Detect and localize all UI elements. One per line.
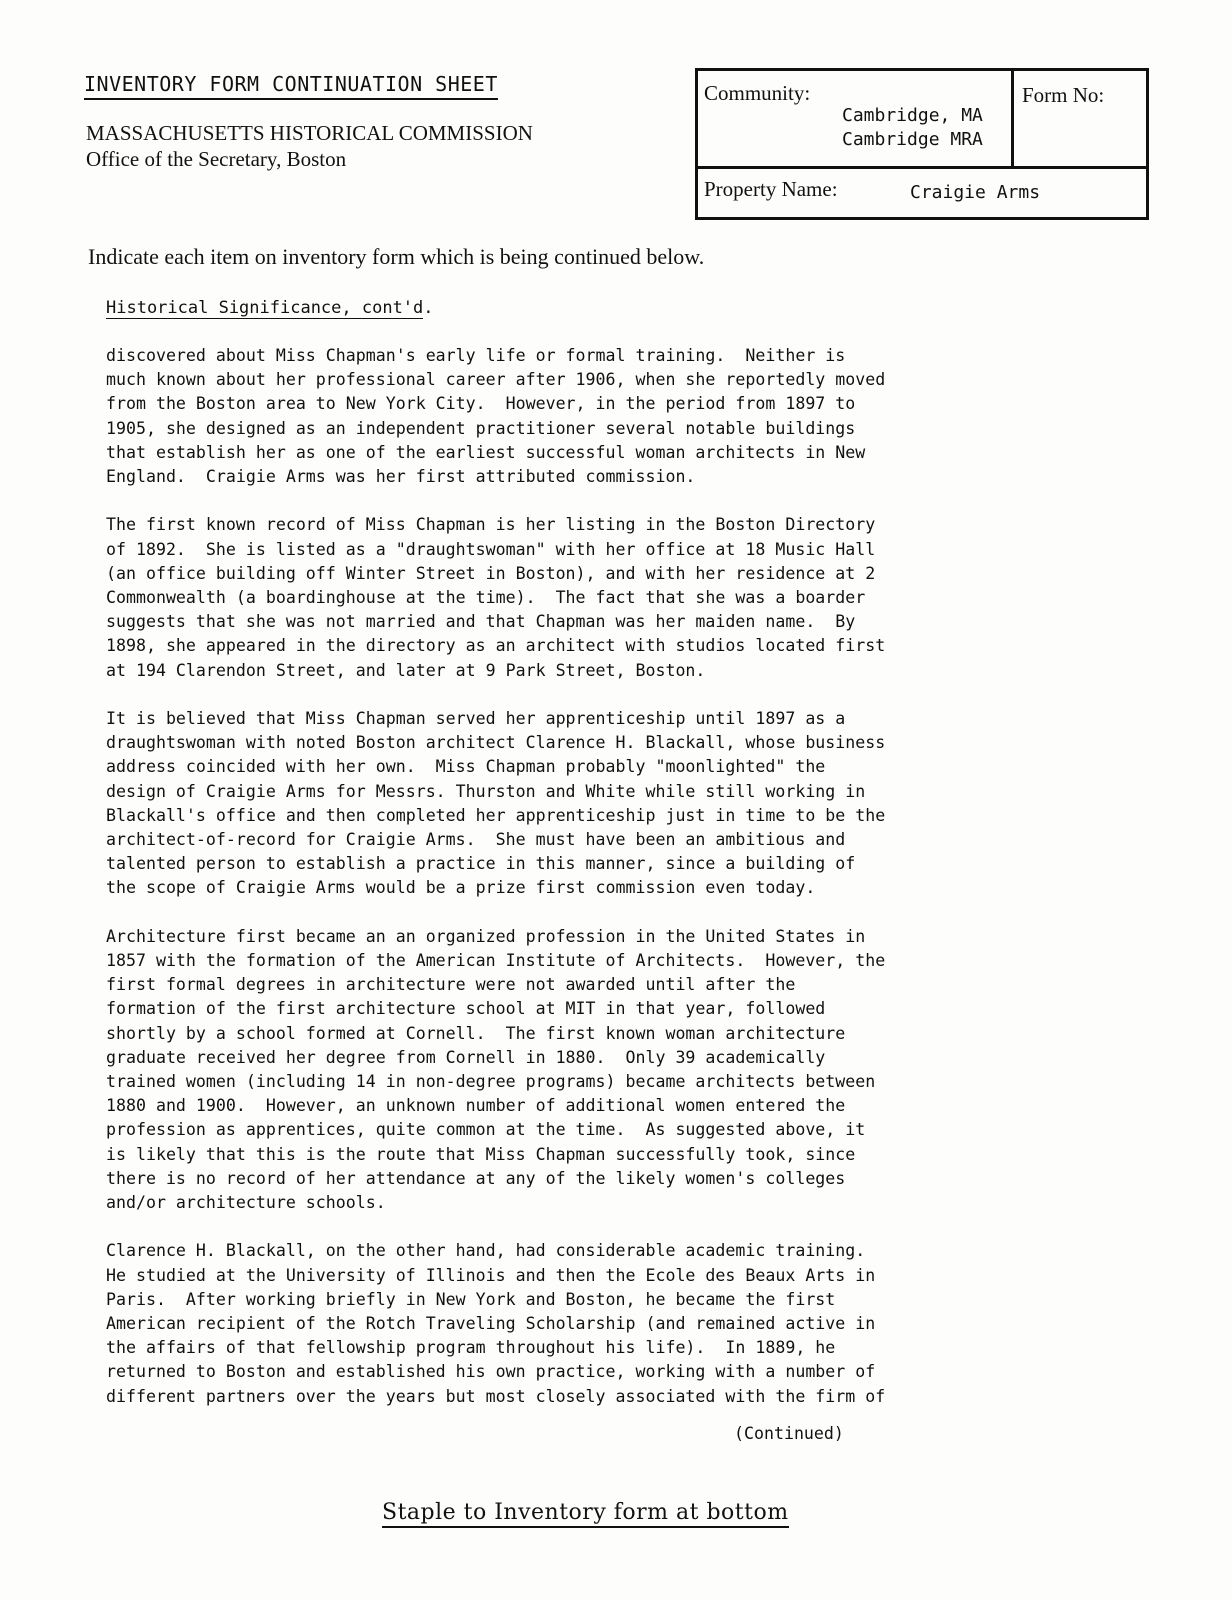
property-name-value: Craigie Arms bbox=[910, 182, 1041, 203]
section-heading-period: . bbox=[423, 298, 434, 318]
text-line: It is believed that Miss Chapman served her apprenticeship until 1897 as a bbox=[106, 709, 846, 729]
text-line: design of Craigie Arms for Messrs. Thurston and White while still working in bbox=[106, 781, 866, 801]
text-line: first formal degrees in architecture were not awarded until after the bbox=[106, 975, 796, 995]
text-line: Paris. After working briefly in New York and Boston, he became the first bbox=[106, 1289, 836, 1309]
text-line: American recipient of the Rotch Traveling Scholarship (and remained active in bbox=[106, 1314, 876, 1334]
text-line: and/or architecture schools. bbox=[106, 1193, 386, 1213]
text-line: profession as apprentices, quite common at the time. As suggested above, it bbox=[106, 1120, 866, 1140]
property-name-label: Property Name: bbox=[704, 177, 838, 201]
text-line: graduate received her degree from Cornell in 1880. Only 39 academically bbox=[106, 1047, 826, 1067]
section-heading-text: Historical Significance, cont'd bbox=[106, 298, 424, 318]
text-line: 1898, she appeared in the directory as an architect with studios located first bbox=[106, 636, 886, 656]
text-line: is likely that this is the route that Miss Chapman successfully took, since bbox=[106, 1144, 856, 1164]
text-line: Clarence H. Blackall, on the other hand, had considerable academic training. bbox=[106, 1241, 866, 1261]
body-paragraph bbox=[106, 344, 1086, 489]
text-line: talented person to establish a practice in this manner, since a building of bbox=[106, 854, 856, 874]
text-line: formation of the first architecture school at MIT in that year, followed bbox=[106, 999, 826, 1019]
text-line: address coincided with her own. Miss Chapman probably "moonlighted" the bbox=[106, 757, 826, 777]
text-line: from the Boston area to New York City. However, in the period from 1897 to bbox=[106, 394, 856, 414]
text-line: the scope of Craigie Arms would be a prize first commission even today. bbox=[106, 878, 816, 898]
sheet-title: INVENTORY FORM CONTINUATION SHEET bbox=[84, 72, 498, 100]
community-label: Community: bbox=[704, 81, 811, 105]
form-no-label: Form No: bbox=[1022, 83, 1105, 107]
text-line: Blackall's office and then completed her apprenticeship just in time to be the bbox=[106, 805, 886, 825]
body-paragraph bbox=[106, 1239, 1086, 1408]
text-line: architect-of-record for Craigie Arms. She must have been an ambitious and bbox=[106, 830, 846, 850]
continued-note: (Continued) bbox=[734, 1424, 844, 1443]
community-value-2: Cambridge MRA bbox=[842, 129, 983, 150]
commission-office: Office of the Secretary, Boston bbox=[86, 147, 347, 171]
body-paragraph bbox=[106, 513, 1086, 682]
text-line: that establish her as one of the earliest successful woman architects in New bbox=[106, 442, 866, 462]
text-line: suggests that she was not married and that Chapman was her maiden name. By bbox=[106, 612, 856, 632]
text-line: He studied at the University of Illinois and then the Ecole des Beaux Arts in bbox=[106, 1265, 876, 1285]
text-line: 1880 and 1900. However, an unknown number of additional women entered the bbox=[106, 1096, 846, 1116]
body-text bbox=[106, 344, 1086, 1433]
text-line: shortly by a school formed at Cornell. The first known woman architecture bbox=[106, 1023, 846, 1043]
form-info-box bbox=[695, 68, 1149, 220]
text-line: at 194 Clarendon Street, and later at 9 Park Street, Boston. bbox=[106, 660, 706, 680]
text-line: 1857 with the formation of the American Institute of Architects. However, the bbox=[106, 951, 886, 971]
commission-block bbox=[86, 120, 533, 172]
box-divider bbox=[1011, 71, 1014, 166]
community-row bbox=[698, 71, 1146, 169]
text-line: trained women (including 14 in non-degree programs) became architects between bbox=[106, 1072, 876, 1092]
text-line: the affairs of that fellowship program throughout his life). In 1889, he bbox=[106, 1338, 836, 1358]
text-line: draughtswoman with noted Boston architect Clarence H. Blackall, whose business bbox=[106, 733, 886, 753]
text-line: 1905, she designed as an independent practitioner several notable buildings bbox=[106, 418, 856, 438]
text-line: (an office building off Winter Street in Boston), and with her residence at 2 bbox=[106, 563, 876, 583]
body-paragraph bbox=[106, 707, 1086, 901]
text-line: discovered about Miss Chapman's early life or formal training. Neither is bbox=[106, 346, 846, 365]
text-line: The first known record of Miss Chapman is her listing in the Boston Directory bbox=[106, 515, 876, 535]
text-line: Commonwealth (a boardinghouse at the time). The fact that she was a boarder bbox=[106, 588, 866, 608]
text-line: England. Craigie Arms was her first attributed commission. bbox=[106, 467, 696, 487]
community-value-1: Cambridge, MA bbox=[842, 105, 983, 126]
text-line: different partners over the years but most closely associated with the firm of bbox=[106, 1386, 886, 1406]
staple-instruction: Staple to Inventory form at bottom bbox=[382, 1500, 789, 1528]
commission-name: MASSACHUSETTS HISTORICAL COMMISSION bbox=[86, 121, 533, 145]
text-line: returned to Boston and established his own practice, working with a number of bbox=[106, 1362, 876, 1382]
text-line: much known about her professional career after 1906, when she reportedly moved bbox=[106, 370, 886, 390]
text-line: there is no record of her attendance at any of the likely women's colleges bbox=[106, 1168, 846, 1188]
instruction-text: Indicate each item on inventory form which is being continued below. bbox=[88, 244, 705, 269]
body-paragraph bbox=[106, 925, 1086, 1215]
section-heading bbox=[106, 298, 434, 318]
text-line: of 1892. She is listed as a "draughtswoman" with her office at 18 Music Hall bbox=[106, 539, 876, 559]
text-line: Architecture first became an an organized profession in the United States in bbox=[106, 926, 866, 946]
